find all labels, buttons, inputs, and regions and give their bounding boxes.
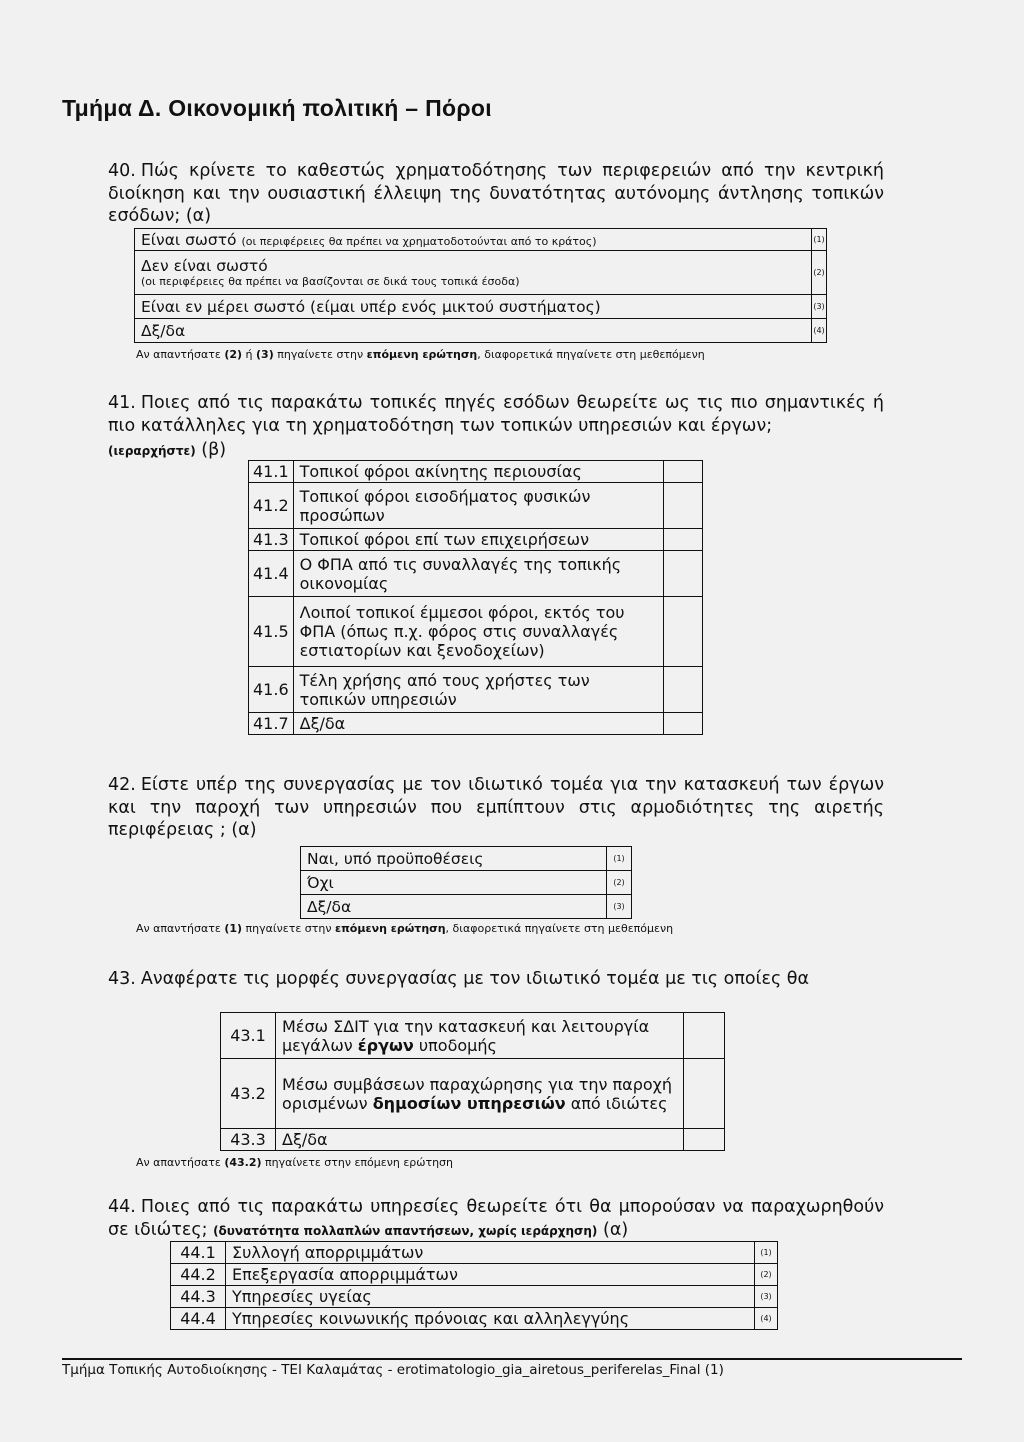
row-label: Τοπικοί φόροι εισοδήματος φυσικών προσώπων [293, 483, 663, 529]
option-code[interactable]: (1) [755, 1242, 778, 1264]
rank-cell[interactable] [664, 461, 703, 483]
note-bold: επόμενη ερώτηση [366, 348, 478, 361]
note-text: πηγαίνετε στην [242, 922, 335, 935]
option-code[interactable]: (3) [607, 895, 632, 919]
option-label: Είναι εν μέρει σωστό (είμαι υπέρ ενός μικτού συστήματος) [135, 295, 812, 319]
row-code: 44.2 [171, 1264, 226, 1286]
table-row [221, 1059, 725, 1129]
question-number: 40. [108, 161, 136, 181]
rank-cell[interactable] [664, 597, 703, 667]
note-text: Αν απαντήσατε [136, 922, 225, 935]
row-label: Επεξεργασία απορριμμάτων [226, 1264, 755, 1286]
question-number: 42. [108, 775, 136, 795]
row-code: 41.3 [249, 529, 294, 551]
option-code[interactable]: (4) [755, 1308, 778, 1330]
label-text: Μέσω συμβάσεων παραχώρησης για την παροχή ορισμένων [282, 1074, 673, 1113]
row-code: 41.7 [249, 713, 294, 735]
label-bold: δημοσίων υπηρεσιών [372, 1093, 566, 1113]
option-code[interactable]: (3) [812, 295, 827, 319]
row-label: Λοιποί τοπικοί έμμεσοι φόροι, εκτός του ΦΠΑ (όπως π.χ. φόρος στις συναλλαγές εστιατορίων και ξενοδοχείων) [293, 597, 663, 667]
row-code: 43.2 [221, 1059, 276, 1129]
question-text: Πώς κρίνετε το καθεστώς χρηματοδότησης των περιφερειών από την κεντρική διοίκηση και την ουσιαστική έλλειψη της δυνατότητας αυτόνομης άντλησης τοπικών εσόδων; (α) [108, 161, 884, 226]
rank-cell[interactable] [664, 551, 703, 597]
q42-skip-note [136, 922, 673, 935]
option-row[interactable] [171, 1286, 778, 1308]
q40-options-table [134, 228, 827, 343]
rank-cell[interactable] [664, 529, 703, 551]
option-sub: (οι περιφέρειες θα πρέπει να βασίζονται σε δικά τους τοπικά έσοδα) [141, 275, 520, 288]
option-code[interactable]: (3) [755, 1286, 778, 1308]
question-tag: (α) [603, 1219, 629, 1240]
table-row [249, 461, 703, 483]
question-tag: (β) [201, 440, 227, 460]
row-label: Ο ΦΠΑ από τις συναλλαγές της τοπικής οικονομίας [293, 551, 663, 597]
row-label: Υπηρεσίες κοινωνικής πρόνοιας και αλληλεγγύης [226, 1308, 755, 1330]
note-text: , διαφορετικά πηγαίνετε στη μεθεπόμενη [445, 922, 674, 935]
note-text: πηγαίνετε στην [273, 348, 367, 361]
option-row[interactable] [135, 319, 827, 343]
row-code: 44.3 [171, 1286, 226, 1308]
option-code[interactable]: (1) [812, 229, 827, 251]
rank-cell[interactable] [664, 483, 703, 529]
question-43 [108, 968, 884, 991]
option-code[interactable]: (1) [607, 847, 632, 871]
q41-ranking-table [248, 460, 703, 735]
option-row[interactable] [171, 1264, 778, 1286]
table-row [249, 529, 703, 551]
table-row [249, 551, 703, 597]
option-row[interactable] [301, 847, 632, 871]
question-41 [108, 392, 884, 463]
question-text: Ποιες από τις παρακάτω υπηρεσίες θεωρείτε ότι θα μπορούσαν να παραχωρηθούν σε ιδιώτες; [108, 1197, 884, 1240]
label-bold: έργων [357, 1035, 414, 1055]
note-bold: (43.2) [224, 1156, 262, 1169]
row-code: 41.5 [249, 597, 294, 667]
question-number: 43. [108, 969, 136, 989]
option-label: Όχι [301, 871, 607, 895]
row-label: Τοπικοί φόροι ακίνητης περιουσίας [293, 461, 663, 483]
row-code: 41.1 [249, 461, 294, 483]
row-label: Τοπικοί φόροι επί των επιχειρήσεων [293, 529, 663, 551]
option-code[interactable]: (4) [812, 319, 827, 343]
question-text: Ποιες από τις παρακάτω τοπικές πηγές εσόδων θεωρείτε ως τις πιο σημαντικές ή πιο κατάλληλες για τη χρηματοδότηση των τοπικών υπηρεσιών και έργων; [108, 393, 884, 436]
rank-cell[interactable] [664, 713, 703, 735]
option-row[interactable] [135, 251, 827, 295]
option-code[interactable]: (2) [812, 251, 827, 295]
question-text: Είστε υπέρ της συνεργασίας με τον ιδιωτικό τομέα για την κατασκευή των έργων και την παροχή των υπηρεσιών που εμπίπτουν στις αρμοδιότητες της αιρετής περιφέρειας ; (α) [108, 775, 884, 840]
row-label [276, 1013, 684, 1059]
option-code[interactable]: (2) [607, 871, 632, 895]
table-row [249, 483, 703, 529]
question-number: 44. [108, 1197, 136, 1217]
option-code[interactable]: (2) [755, 1264, 778, 1286]
note-text: Αν απαντήσατε [136, 348, 225, 361]
question-hint: (δυνατότητα πολλαπλών απαντήσεων, χωρίς ιεράρχηση) [213, 1223, 598, 1238]
row-code: 41.2 [249, 483, 294, 529]
row-label: Δξ/δα [276, 1129, 684, 1151]
table-row [249, 667, 703, 713]
question-number: 41. [108, 393, 136, 413]
question-hint: (ιεραρχήστε) [108, 444, 196, 458]
option-row[interactable] [301, 871, 632, 895]
label-text: υποδομής [413, 1035, 497, 1055]
option-label: Δξ/δα [301, 895, 607, 919]
q43-skip-note [136, 1156, 453, 1169]
option-label: Ναι, υπό προϋποθέσεις [301, 847, 607, 871]
option-row[interactable] [135, 295, 827, 319]
q43-options-table [220, 1012, 725, 1151]
note-bold: (3) [256, 348, 274, 361]
label-text: Μέσω ΣΔΙΤ για την κατασκευή και λειτουργία μεγάλων [282, 1016, 650, 1055]
note-bold: (1) [224, 922, 243, 935]
option-sub: (οι περιφέρειες θα πρέπει να χρηματοδοτούνται από το κράτος) [241, 234, 597, 248]
answer-cell[interactable] [684, 1129, 725, 1151]
option-main: Δεν είναι σωστό [141, 257, 268, 275]
row-code: 44.4 [171, 1308, 226, 1330]
question-44 [108, 1196, 884, 1242]
row-code: 43.1 [221, 1013, 276, 1059]
footer-divider [62, 1358, 962, 1360]
row-code: 41.6 [249, 667, 294, 713]
note-bold: (2) [224, 348, 243, 361]
row-label: Τέλη χρήσης από τους χρήστες των τοπικών υπηρεσιών [293, 667, 663, 713]
section-title: Τμήμα Δ. Οικονομική πολιτική – Πόροι [62, 95, 492, 121]
note-text: Αν απαντήσατε [136, 1156, 225, 1169]
rank-cell[interactable] [664, 667, 703, 713]
note-text: ή [242, 348, 257, 361]
option-row[interactable] [171, 1242, 778, 1264]
label-text: από ιδιώτες [565, 1093, 668, 1113]
note-text: , διαφορετικά πηγαίνετε στη μεθεπόμενη [477, 348, 705, 361]
option-main: Είναι σωστό [141, 230, 237, 249]
row-label: Δξ/δα [293, 713, 663, 735]
option-row[interactable] [171, 1308, 778, 1330]
row-label: Συλλογή απορριμμάτων [226, 1242, 755, 1264]
row-code: 43.3 [221, 1129, 276, 1151]
table-row [221, 1129, 725, 1151]
option-label [135, 229, 812, 251]
note-bold: επόμενη ερώτηση [334, 922, 446, 935]
table-row [249, 713, 703, 735]
table-row [249, 597, 703, 667]
option-row[interactable] [301, 895, 632, 919]
row-code: 44.1 [171, 1242, 226, 1264]
question-text: Αναφέρατε τις μορφές συνεργασίας με τον ιδιωτικό τομέα με τις οποίες θα [140, 969, 810, 989]
option-row[interactable] [135, 229, 827, 251]
question-40 [108, 160, 884, 228]
q44-options-table [170, 1241, 778, 1330]
row-code: 41.4 [249, 551, 294, 597]
note-text: πηγαίνετε στην επόμενη ερώτηση [261, 1156, 453, 1169]
page-footer: Τμήμα Τοπικής Αυτοδιοίκησης - ΤΕΙ Καλαμάτας - erotimatologio_gia_airetous_periferelas_Final (1) [62, 1362, 724, 1378]
q40-skip-note [136, 348, 705, 361]
q42-options-table [300, 846, 632, 919]
answer-cell[interactable] [684, 1013, 725, 1059]
option-label [135, 251, 812, 295]
row-label [276, 1059, 684, 1129]
row-label: Υπηρεσίες υγείας [226, 1286, 755, 1308]
answer-cell[interactable] [684, 1059, 725, 1129]
option-label: Δξ/δα [135, 319, 812, 343]
question-42 [108, 774, 884, 842]
table-row [221, 1013, 725, 1059]
